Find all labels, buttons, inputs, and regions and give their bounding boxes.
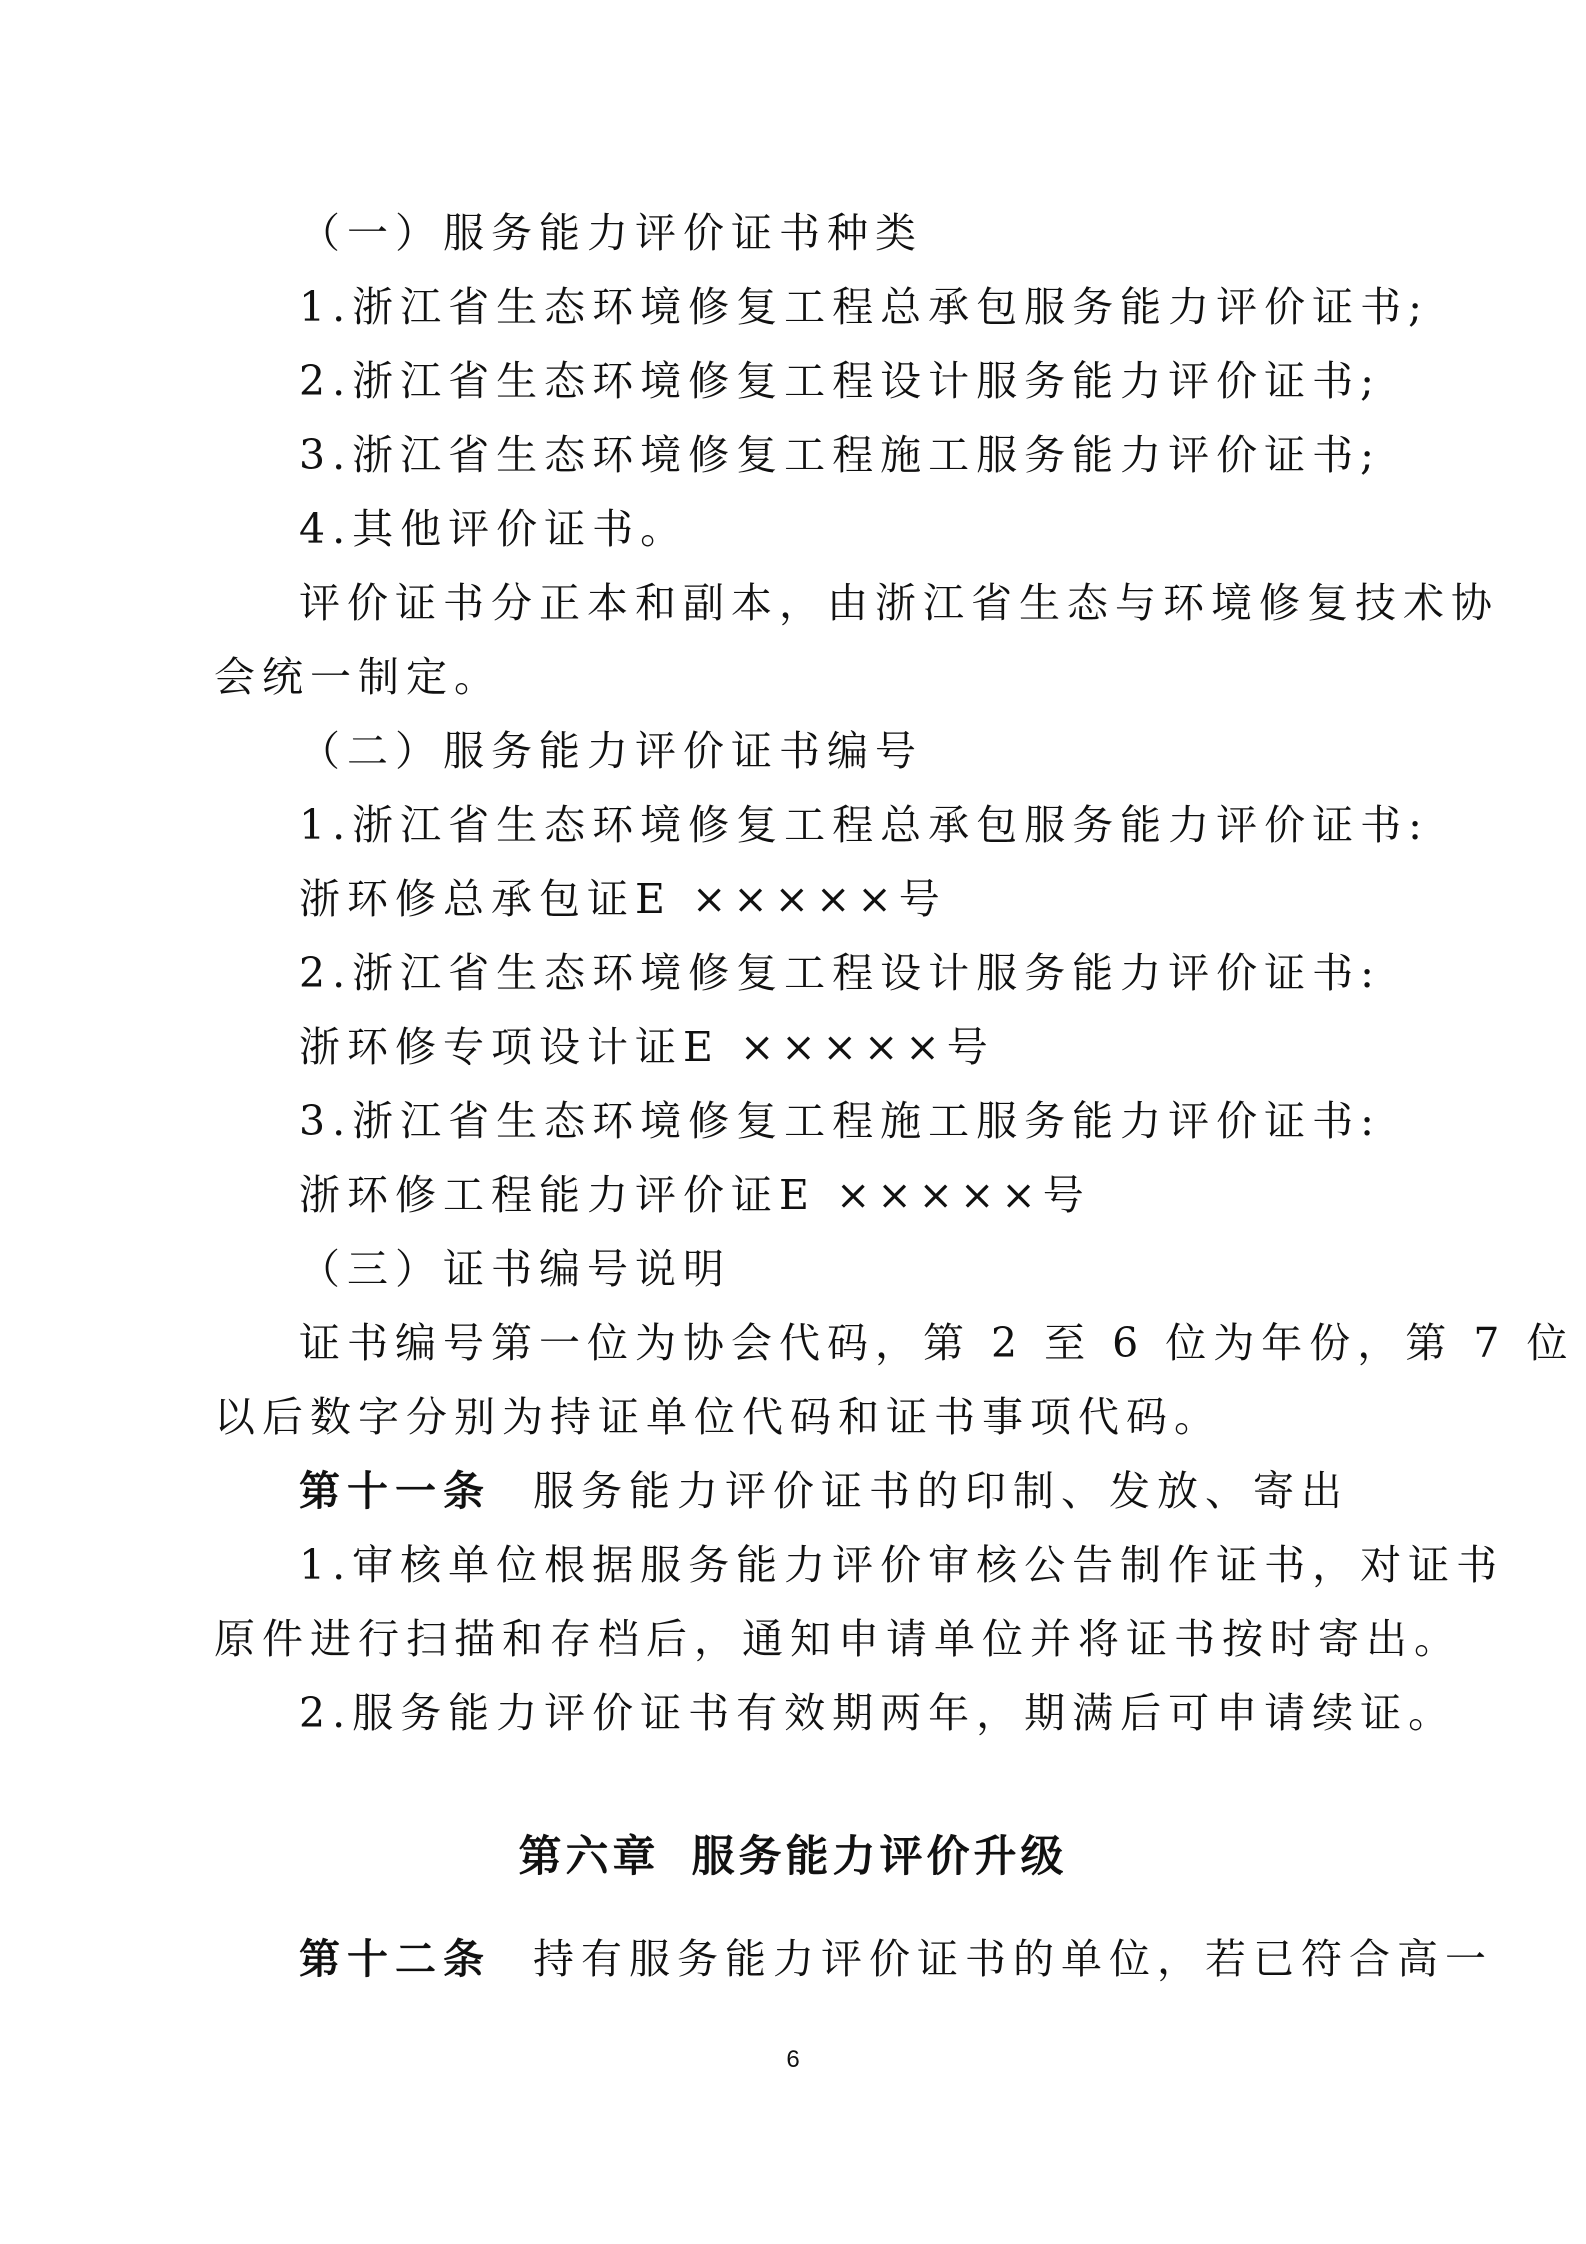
section-heading-certificate-numbering: （二）服务能力评价证书编号 xyxy=(299,727,923,775)
section-heading-numbering-notes: （三）证书编号说明 xyxy=(299,1245,731,1293)
certificate-code: 浙环修专项设计证E ×××××号 xyxy=(299,1023,995,1071)
chapter-label: 第六章 xyxy=(518,1832,660,1882)
paragraph-line: 评价证书分正本和副本，由浙江省生态与环境修复技术协 xyxy=(299,579,1499,627)
list-item: 4.其他评价证书。 xyxy=(299,505,689,553)
list-item: 1.浙江省生态环境修复工程总承包服务能力评价证书: xyxy=(299,801,1429,849)
chapter-title: 服务能力评价升级 xyxy=(691,1832,1068,1882)
article-text: 持有服务能力评价证书的单位，若已符合高一 xyxy=(533,1935,1493,1983)
article-11-heading xyxy=(299,1461,1349,1521)
certificate-code: 浙环修总承包证E ×××××号 xyxy=(299,875,947,923)
paragraph-line: 会统一制定。 xyxy=(214,653,502,701)
article-label: 第十一条 xyxy=(299,1467,491,1515)
paragraph-line: 2.服务能力评价证书有效期两年，期满后可申请续证。 xyxy=(299,1689,1457,1737)
article-12-line xyxy=(299,1929,1493,1989)
list-item: 2.浙江省生态环境修复工程设计服务能力评价证书: xyxy=(299,949,1381,997)
list-item: 1.浙江省生态环境修复工程总承包服务能力评价证书; xyxy=(299,283,1429,331)
list-item: 2.浙江省生态环境修复工程设计服务能力评价证书; xyxy=(299,357,1381,405)
certificate-code: 浙环修工程能力评价证E ×××××号 xyxy=(299,1171,1091,1219)
list-item: 3.浙江省生态环境修复工程施工服务能力评价证书: xyxy=(299,1097,1381,1145)
paragraph-line: 以后数字分别为持证单位代码和证书事项代码。 xyxy=(214,1393,1222,1441)
paragraph-line: 证书编号第一位为协会代码，第 2 至 6 位为年份，第 7 位 xyxy=(299,1319,1575,1367)
paragraph-line: 1.审核单位根据服务能力评价审核公告制作证书，对证书 xyxy=(299,1541,1505,1589)
page-number: 6 xyxy=(786,2046,800,2073)
paragraph-line: 原件进行扫描和存档后，通知申请单位并将证书按时寄出。 xyxy=(214,1615,1462,1663)
article-label: 第十二条 xyxy=(299,1935,491,1983)
chapter-heading xyxy=(0,1827,1586,1887)
article-title: 服务能力评价证书的印制、发放、寄出 xyxy=(533,1467,1349,1515)
list-item: 3.浙江省生态环境修复工程施工服务能力评价证书; xyxy=(299,431,1381,479)
section-heading-certificate-types: （一）服务能力评价证书种类 xyxy=(299,209,923,257)
